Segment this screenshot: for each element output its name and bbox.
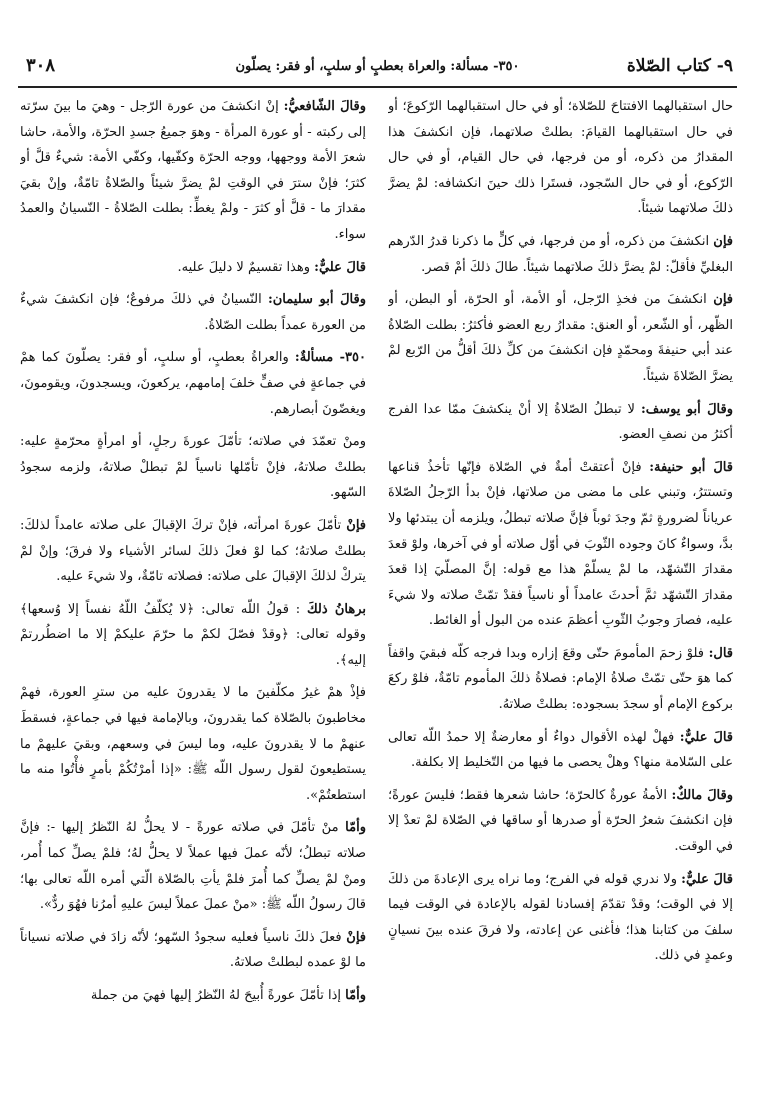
left-column-paragraph (20, 345, 366, 422)
paragraph-text: الأمةُ عورةٌ كالحرّة؛ حاشا شعرها فقط؛ فليسَ عورةً؛ فإن انكشفَ شعرُ الحرّة أو صدرها أو ساقها في الصّلاة لمْ تعدْ إلا في الوقت. (388, 787, 733, 855)
paragraph-lead: وقالَ أبو سليمان: (267, 292, 366, 308)
left-column-paragraph (20, 255, 366, 281)
paragraph-text: فإنْ أعتقتْ أمةٌ في الصّلاة فإنّها تأخذُ قناعها وتستترُ، وتبني على ما مضى من صلاتها، فإنْ بدأ الرّجلُ الصّلاةَ عرياناً لضرورةٍ ثمّ وجدَ ثوباً فإنَّ صلاته تبطلُ، ويلزمه أن يبتدئها ولا بدَّ، وسواءٌ كانَ وجوده الثّوبَ في أوّل صلاته أو في آخرها، ولوْ قعدَ مقدارَ التّشهّد، ما لمْ يسلّمْ هذا مع قوله: إنَّ المصلّيَ إذا قعدَ مقدارَ التّشهّد ثمَّ أحدثَ عامداً أو ناسياً فقدْ تمّتْ صلاته ولا شيءَ عليه، فصارَ وجوبُ الثّوبِ أعظمَ عنده من البول أو الغائط. (388, 459, 733, 629)
paragraph-text: والعراةُ بعطبٍ، أو سلبٍ، أو فقر: يصلّونَ كما همْ في جماعةٍ في صفٍّ خلفَ إمامهم، يركعونَ، ويسجدونَ، ويقومونَ، ويغضّونَ أبصارهم. (20, 350, 366, 417)
paragraph-lead: فإن (713, 292, 733, 308)
chapter-title: ٩- كتاب الصّلاة (626, 56, 733, 76)
right-column-paragraph (388, 783, 733, 860)
paragraph-lead: قالَ عليٌّ: (314, 259, 366, 275)
page-number: ٣٠٨ (26, 55, 56, 76)
paragraph-lead: قالَ عليٌّ: (681, 871, 733, 887)
paragraph-text: فإذْ همْ غيرُ مكلّفينَ ما لا يقدرونَ عليه من سترِ العورة، فهمْ مخاطبونَ بالصّلاة كما يقدرونَ، وبالإمامة فيها في جماعةٍ، فسقطَ عنهمْ ما لا يقدرونَ عليه، وما ليسَ في وسعهم، وبقيَ عليهمْ ما يستطيعونَ لقول رسول اللّه ﷺ: «إذا أمرْتُكُمْ بأمرٍ فأْتُوا منه ما استطعتُمْ». (20, 685, 366, 803)
paragraph-lead: وأمّا (345, 988, 366, 1003)
paragraph-text: إنْ انكشفَ من عورة الرّجل - وهيَ ما بينَ سرّته إلى ركبته - أو عورة المرأة - وهوَ جميعُ جسدِ الحرّة، والأمة، حاشا شعرَ الأمة ووجهها، ووجه الحرّة وكفّيها، وكفّي الأمة: شيءٌ قلَّ أو كثرَ؛ فإنْ سترَ في الوقتِ لمْ يضرَّ شيئاً والصّلاةُ تامّةٌ، وإنْ بقيَ مقدارَ ما - قلَّ أو كثرَ - ولمْ يغطِّ: بطلت الصّلاةُ - النّسيانُ والعمدُ سواء. (20, 99, 366, 242)
paragraph-text: : قولُ اللّه تعالى: ﴿لا يُكلّفُ اللّهُ نفساً إلا وُسعها﴾ وقوله تعالى: ﴿وقدْ فصّلَ لكمْ ما حرّمَ عليكمْ إلا ما اضطُررتمْ إليه﴾. (20, 601, 366, 668)
right-text-column (388, 94, 733, 1106)
right-column-paragraph (388, 94, 733, 222)
running-header (18, 54, 737, 84)
right-column-paragraph (388, 397, 733, 448)
paragraph-text: وهذا تقسيمٌ لا دليلَ عليه. (177, 259, 311, 275)
paragraph-text: فلوْ زحمَ المأمومَ حتّى وقعَ إزاره وبدا فرجه كلّه فبقيَ واقفاً كما هوَ حتّى تمّتْ صلاةُ الإمام: فصلاةُ ذلكَ المأموم تامّةٌ، فلوْ ركعَ بركوع الإمام أو سجدَ بسجوده: بطلتْ صلاتهُ. (388, 645, 733, 713)
paragraph-lead: ٣٥٠- مسألةٌ: (294, 350, 366, 366)
paragraph-lead: فإنْ (346, 929, 366, 945)
paragraph-text: ولا ندري قوله في الفرج؛ وما نراه يرى الإعادةَ من ذلكَ إلا في الوقت؛ وقدْ تقدّمَ إفسادنا لقوله بالإعادة في الوقت فيما سلفَ من كتابنا هذا؛ فأغنى عن إعادته، ولا فرقَ عنده بينَ نسيانٍ وعمدٍ في ذلك. (388, 871, 733, 964)
paragraph-lead: قال: (708, 645, 733, 661)
left-text-column (20, 94, 366, 1106)
left-column-paragraph (20, 597, 366, 674)
left-column-paragraph (20, 94, 366, 248)
paragraph-text: منْ تأمّلَ في صلاته عورةً - لا يحلُّ لهُ النّظرُ إليها -: فإنَّ صلاته تبطلُ؛ لأنّه عملَ فيها عملاً لا يحلُّ لهُ؛ فلمْ يصلِّ كما أُمر، ومنْ لمْ يصلِّ كما أُمرَ فلمْ يأتِ بالصّلاة الّتي أمره اللّه تعالى بها؛ قالَ رسولُ اللّه ﷺ: «منْ عملَ عملاً ليسَ عليهِ أمرُنا فهُوَ ردٌّ». (20, 820, 366, 913)
left-column-paragraph (20, 925, 366, 976)
paragraph-text: إذا تأمّلَ عورةً أُبيحَ لهُ النّظرُ إليها فهيَ من جملة (90, 988, 342, 1003)
right-column-paragraph (388, 287, 733, 389)
paragraph-lead: وقالَ الشّافعيُّ: (283, 99, 366, 114)
left-column-paragraph (20, 429, 366, 506)
right-column-paragraph (388, 867, 733, 969)
paragraph-text: النّسيانُ في ذلكَ مرفوعٌ؛ فإن انكشفَ شيءٌ من العورة عمداً بطلت الصّلاةُ. (20, 292, 366, 333)
left-column-paragraph (20, 680, 366, 808)
paragraph-text: فهلْ لهذه الأقوال دواءٌ أو معارضةٌ إلا حمدُ اللّه تعالى على السّلامة منها؟ وهلْ يحصى ما فيها من التّخليط إلا بكلفة. (388, 729, 733, 771)
paragraph-lead: فإنْ (346, 517, 366, 533)
right-column-paragraph (388, 229, 733, 280)
paragraph-text: انكشفَ من فخذِ الرّجل، أو الأمة، أو الحرّة، أو البطن، أو الظّهر، أو الشّعر، أو العنق: مقدارُ ربع العضو فأكثرُ: بطلت الصّلاةُ عند أبي حنيفةَ ومحمّدٍ فإن انكشفَ من كلِّ ذلكَ أقلُّ من الرّبع لمْ يضرَّ الصّلاةَ شيئاً. (388, 292, 733, 384)
paragraph-lead: وقالَ أبو يوسف: (640, 401, 733, 417)
paragraph-text: فعلَ ذلكَ ناسياً فعليه سجودُ السّهو؛ لأنّه زادَ في صلاته نسياناً ما لوْ عمده لبطلتْ صلاتهُ. (20, 929, 366, 971)
header-divider (18, 86, 737, 88)
paragraph-text: ومنْ تعمّدَ في صلاته؛ تأمّلَ عورةَ رجلٍ، أو امرأةٍ محرّمةٍ عليه: بطلتْ صلاتهُ، فإنْ تأمّلها ناسياً لمْ تبطلْ صلاتهُ، ولزمه سجودُ السّهو. (20, 434, 366, 501)
paragraph-lead: فإن (713, 233, 733, 249)
left-column-paragraph (20, 513, 366, 590)
left-column-paragraph (20, 815, 366, 917)
paragraph-lead: وأمّا (345, 820, 366, 836)
paragraph-text: لا تبطلُ الصّلاةُ إلا أنْ ينكشفَ ممّا عدا الفرج أكثرُ من نصفِ العضو. (388, 401, 733, 443)
paragraph-lead: قالَ عليٌّ: (679, 729, 733, 745)
paragraph-text: انكشفَ من ذكره، أو من فرجها، في كلٍّ ما ذكرنا قدرُ الدّرهم البغليِّ فأقلّ: لمْ يضرَّ ذلكَ صلاتهما شيئاً. طالَ ذلكَ أمْ قصر. (388, 233, 733, 275)
left-column-paragraph (20, 983, 366, 1009)
right-column-paragraph (388, 455, 733, 634)
left-column-paragraph (20, 287, 366, 338)
paragraph-text: تأمّلَ عورةَ امرأته، فإنْ تركَ الإقبالَ على صلاته عامداً لذلكَ: بطلتْ صلاتهُ؛ كما لوْ فعلَ ذلكَ لسائر الأشياء ولا فرقَ؛ وإنْ لمْ يتركْ لذلكَ الإقبالَ على صلاته: فصلاته تامّةٌ، ولا شيءَ عليه. (20, 517, 366, 585)
paragraph-lead: قالَ أبو حنيفة: (649, 459, 733, 475)
paragraph-text: حال استقبالهما الافتتاحَ للصّلاة؛ أو في حال استقبالهما الرّكوعَ؛ أو في حال استقبالهما القيامَ: بطلتْ صلاتهما، فإن انكشفَ هذا المقدارُ من ذكره، أو من فرجها، في حال القيام، أو في حال الرّكوع، أو في حال السّجود، فستَرا ذلك حينَ انكشافه: لمْ يضرَّ ذلكَ صلاتهما شيئاً. (388, 99, 733, 217)
paragraph-lead: برهانُ ذلكَ (306, 601, 366, 617)
section-title: ٣٥٠- مسألة: والعراة بعطبٍ أو سلبٍ، أو فقر: يصلّون (235, 59, 520, 74)
right-column-paragraph (388, 641, 733, 718)
right-column-paragraph (388, 725, 733, 776)
paragraph-lead: وقالَ مالكٌ: (671, 787, 733, 803)
